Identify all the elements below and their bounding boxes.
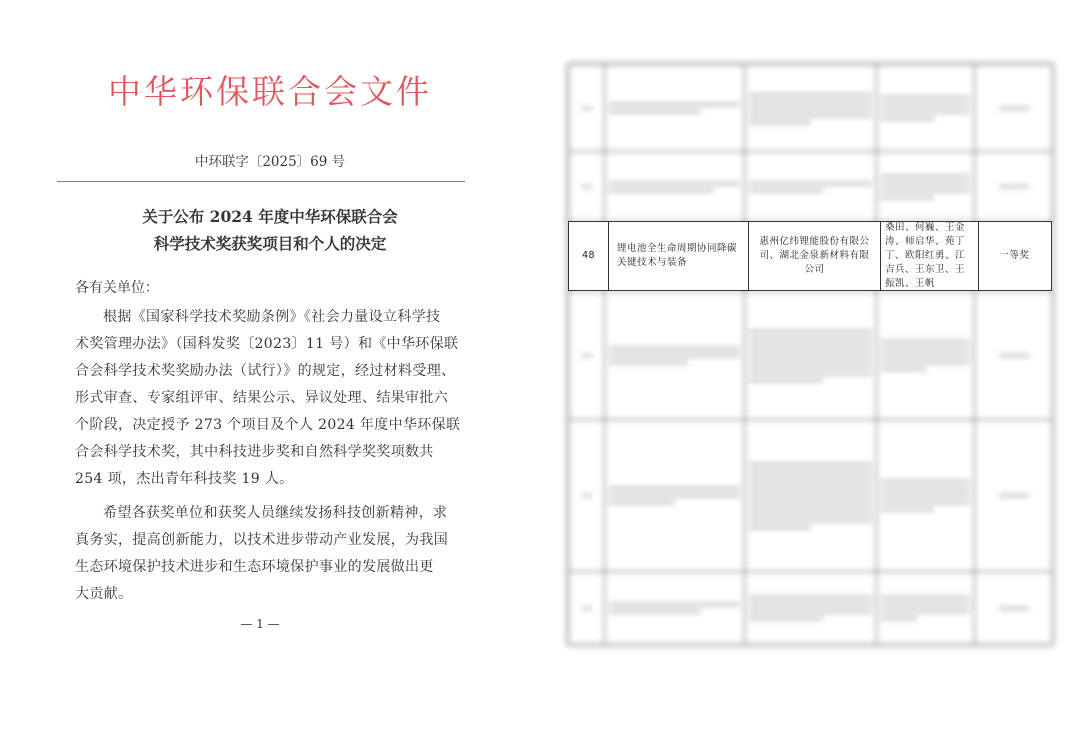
body-line: 希望各获奖单位和获奖人员继续发扬科技创新精神，求 [103,505,448,521]
table-cell [745,572,877,645]
body-line: 真务实，提高创新能力，以技术进步带动产业发展，为我国 [75,532,449,548]
document-page-right [540,0,1080,741]
body-line: 生态环境保护技术进步和生态环境保护事业的发展做出更 [75,559,434,575]
table-cell [569,65,605,152]
table-row [569,65,1053,152]
body-line: 合会科学技术奖，其中科技进步奖和自然科学奖奖项数共 [75,444,434,460]
body-line: 大贡献。 [75,586,133,602]
salutation: 各有关单位： [75,280,159,296]
table-cell [877,572,975,645]
table-row [569,152,1053,222]
body-line: 254 项，杰出青年科技奖 19 人。 [75,471,294,487]
document-header: 中华环保联合会文件 [108,72,432,111]
table-cell [745,65,877,152]
table-cell [975,152,1053,222]
table-cell [569,572,605,645]
body-line: 形式审查、专家组评审、结果公示、异议处理、结果审批六 [75,390,449,406]
document-number: 中环联字〔2025〕69 号 [194,154,346,170]
table-cell [605,152,745,222]
table-cell [975,65,1053,152]
table-cell [877,292,975,420]
project-name: 锂电池全生命周期协同降碳关键技术与装备 [609,222,749,290]
table-row [569,572,1053,645]
row-number: 48 [569,222,609,290]
body-line: 个阶段，决定授予 273 个项目及个人 2024 年度中华环保联 [75,417,461,433]
table-cell [605,572,745,645]
body-line: 合会科学技术奖奖励办法（试行）》的规定，经过材料受理、 [75,363,456,379]
document-title-line-2: 科学技术奖获奖项目和个人的决定 [153,234,387,253]
body-line: 根据《国家科学技术奖励条例》《社会力量设立科学技 [103,309,441,325]
table-cell [745,292,877,420]
page-number: — 1 — [240,617,280,631]
table-cell [975,292,1053,420]
table-cell [569,152,605,222]
table-cell [569,420,605,572]
table-cell [569,292,605,420]
blurred-award-table [568,64,1052,644]
table-cell [745,152,877,222]
table-cell [975,572,1053,645]
header-divider [57,181,465,182]
document-title-line-1: 关于公布 2024 年度中华环保联合会 [142,207,398,226]
table-cell [745,420,877,572]
award-table [568,64,1053,645]
completing-people: 桑田、何巍、王金涛、师启华、苑丁丁、欧阳红勇、江吉兵、王东卫、王振凯、王帆 [881,222,979,290]
table-cell [605,292,745,420]
table-cell [877,65,975,152]
table-row [569,292,1053,420]
body-line: 术奖管理办法》（国科发奖〔2023〕11 号）和《中华环保联 [75,336,459,352]
table-cell [877,420,975,572]
award-grade: 一等奖 [999,250,1030,261]
table-cell [605,65,745,152]
table-cell [975,420,1053,572]
table-cell [605,420,745,572]
highlighted-award-row [568,221,1052,291]
table-cell [877,152,975,222]
completing-units: 惠州亿纬锂能股份有限公司、湖北金泉新材料有限公司 [749,222,881,290]
table-row [569,420,1053,572]
